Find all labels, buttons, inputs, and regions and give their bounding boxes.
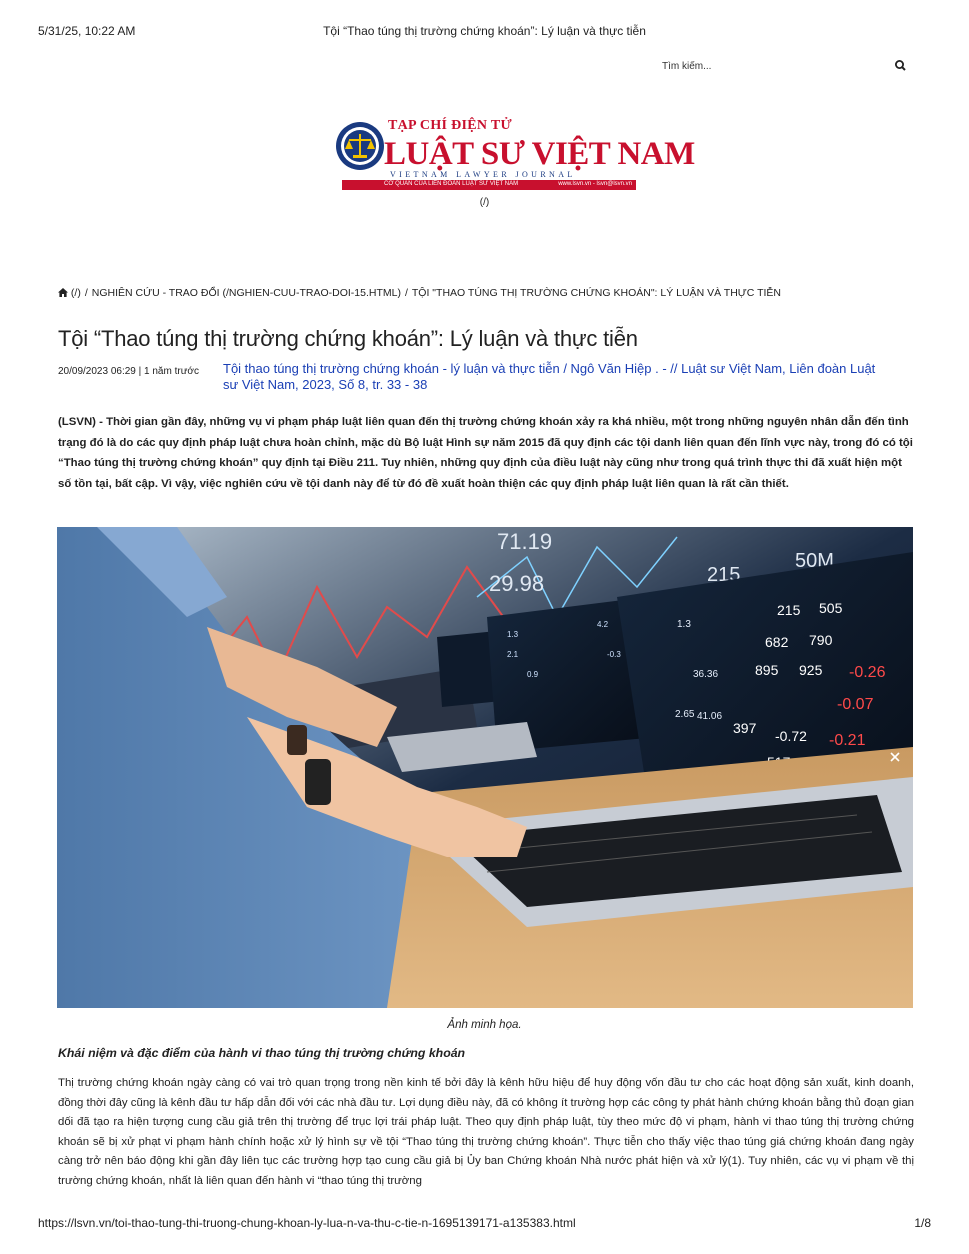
svg-text:1.3: 1.3 xyxy=(507,630,519,639)
site-logo[interactable] xyxy=(334,118,695,194)
svg-text:2.1: 2.1 xyxy=(507,650,519,659)
hero-number: 895 xyxy=(755,662,779,678)
hero-number: 925 xyxy=(799,662,823,678)
print-title: Tội “Thao túng thị trường chứng khoán”: Lý luận và thực tiễn xyxy=(323,24,646,38)
article-date: 20/09/2023 06:29 xyxy=(58,366,136,377)
article-lede: (LSVN) - Thời gian gần đây, những vụ vi phạm pháp luật liên quan đến thị trường chứng khoán xảy ra khá nhiều, một trong những nguyên nhân dẫn đến tình trạng đó là do các quy định pháp luật chưa hoàn chỉnh, mặc dù Bộ luật Hình sự năm 2015 đã quy định các tội danh liên quan đến lĩnh vực này, trong đó có tội “Thao túng thị trường chứng khoán” quy định tại Điều 211. Tuy nhiên, những quy định của điều luật này cũng như trong quá trình thực thi đã xuất hiện một số tồn tại, bất cập. Vì vậy, việc nghiên cứu về tội danh này để từ đó đề xuất hoàn thiện các quy định pháp luật liên quan là rất cần thiết. xyxy=(58,416,913,490)
hero-number: 682 xyxy=(765,634,789,650)
section-heading: Khái niệm và đặc điểm của hành vi thao túng thị trường chứng khoán xyxy=(58,1046,466,1060)
article-body: Thị trường chứng khoán ngày càng có vai trò quan trọng trong nền kinh tế bởi đây là kênh hữu hiệu để huy động vốn đầu tư cho các hoạt động sản xuất, kinh doanh, đồng thời đây cũng là kênh đầu tư hấp dẫn đối với các nhà đầu tư. Lợi dụng điều này, đã có không ít trường hợp các công ty phát hành chứng khoán bằng thủ đoạn gian dối đã tạo ra hiện tượng cung cầu giả trên thị trường để trục lợi trái pháp luật. Theo quy định pháp luật, tùy theo mức độ vi phạm, hành vi thao túng thị trường chứng khoán sẽ bị xử phạt vi phạm hành chính hoặc xử lý hình sự về tội “Thao túng thị trường chứng khoán”. Thực tiễn cho thấy việc thao túng giá chứng khoán đang ngày càng trở nên báo động khi gần đây liên tục các trường hợp tạo cung cầu giả bị Ủy ban Chứng khoán Nhà nước phát hiện và xử lý(1). Tuy nhiên, các vụ vi phạm về thị trường chứng khoán, nhất là liên quan đến hành vi “thao túng thị trường xyxy=(58,1077,914,1187)
home-icon[interactable] xyxy=(58,288,68,297)
print-datetime: 5/31/25, 10:22 AM xyxy=(38,24,136,38)
search-bar xyxy=(652,54,914,78)
hero-number: -0.72 xyxy=(775,728,807,744)
hero-number: 505 xyxy=(819,600,843,616)
print-url: https://lsvn.vn/toi-thao-tung-thi-truong-chung-khoan-ly-lua-n-va-thu-c-tie-n-1695139171-a135383.html xyxy=(38,1216,576,1230)
article-ago: 1 năm trước xyxy=(144,366,199,377)
breadcrumb-separator: / xyxy=(404,287,408,299)
logo-bar-left: CƠ QUAN CỦA LIÊN ĐOÀN LUẬT SƯ VIỆT NAM xyxy=(384,181,519,187)
print-header xyxy=(38,24,931,40)
breadcrumb xyxy=(58,287,918,299)
logo-main-text: LUẬT SƯ VIỆT NAM xyxy=(384,136,695,172)
logo-red-bar xyxy=(342,180,636,190)
hero-number: -0.26 xyxy=(849,664,886,681)
article-citation-link[interactable]: Tội thao túng thị trường chứng khoán - lý luận và thực tiễn / Ngô Văn Hiệp . - // Luật sư Việt Nam, Liên đoàn Luật sư Việt Nam, 2023, Số 8, tr. 33 - 38 xyxy=(223,361,876,392)
article-meta: 20/09/2023 06:29 | 1 năm trước xyxy=(58,366,199,377)
hero-number: -0.21 xyxy=(829,732,866,749)
hero-number: 36.36 xyxy=(693,669,719,680)
search-input[interactable] xyxy=(652,54,888,78)
hero-number: 50M xyxy=(795,550,834,572)
hero-number: 41.06 xyxy=(697,711,723,722)
close-icon[interactable] xyxy=(889,750,901,762)
hero-number: 71.19 xyxy=(497,529,553,554)
breadcrumb-separator: / xyxy=(84,287,88,299)
breadcrumb-home-link[interactable]: (/) xyxy=(70,287,81,299)
logo-subtitle: VIETNAM LAWYER JOURNAL xyxy=(390,170,576,179)
hero-number: 2.65 xyxy=(675,709,695,720)
svg-text:4.2: 4.2 xyxy=(597,620,609,629)
breadcrumb-section-link[interactable]: NGHIÊN CỨU - TRAO ĐỔI (/NGHIEN-CUU-TRAO-DOI-15.HTML) xyxy=(91,287,401,299)
image-caption: Ảnh minh họa. xyxy=(447,1019,522,1031)
logo-top-line: TẠP CHÍ ĐIỆN TỬ xyxy=(388,118,512,133)
hero-number: 215 xyxy=(707,564,741,586)
hero-number: 397 xyxy=(733,720,757,736)
search-icon[interactable] xyxy=(892,57,910,75)
logo-bar-right: www.lsvn.vn - lsvn@lsvn.vn xyxy=(558,181,632,187)
page-number: 1/8 xyxy=(914,1216,931,1230)
svg-text:-0.3: -0.3 xyxy=(607,650,621,659)
hero-number: -0.07 xyxy=(837,696,874,713)
breadcrumb-current: TỘI "THAO TÚNG THỊ TRƯỜNG CHỨNG KHOÁN": LÝ LUẬN VÀ THỰC TIỄN xyxy=(411,287,781,299)
hero-number: 790 xyxy=(809,632,833,648)
hero-number: 1.3 xyxy=(677,619,691,630)
hero-number: 29.98 xyxy=(489,571,545,596)
logo-link-text[interactable]: (/) xyxy=(479,197,490,208)
hero-number: 215 xyxy=(777,602,801,618)
article-title: Tội “Thao túng thị trường chứng khoán”: Lý luận và thực tiễn xyxy=(58,326,638,351)
svg-text:0.9: 0.9 xyxy=(527,670,539,679)
logo-emblem-icon xyxy=(334,120,386,172)
article-hero-image xyxy=(57,527,913,1008)
